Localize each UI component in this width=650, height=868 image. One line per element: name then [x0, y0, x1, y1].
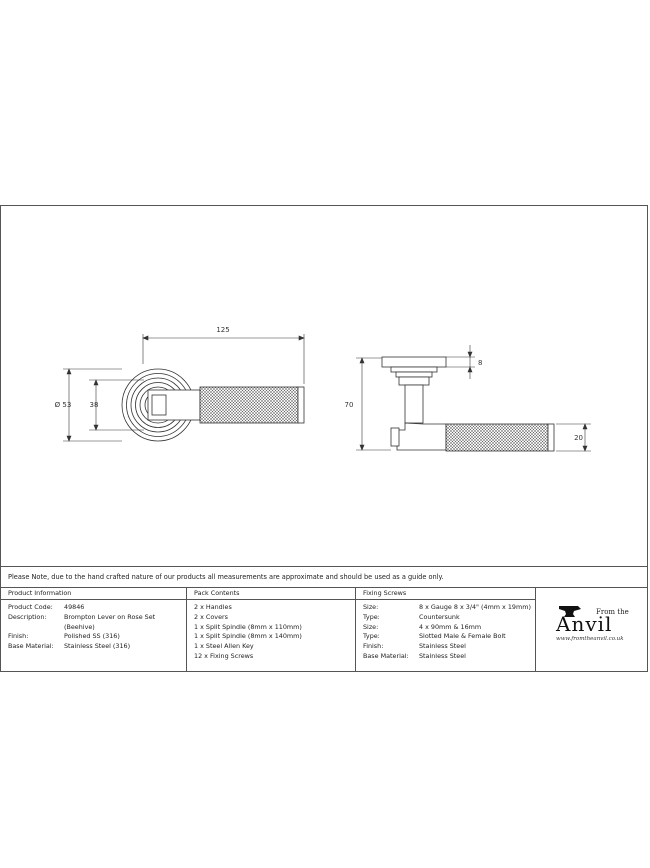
pack-item: 2 x Covers	[194, 612, 228, 621]
dimension-rose-diameter: Ø 53	[54, 401, 72, 409]
info-row: Finish: Polished SS (316)	[8, 632, 120, 641]
screw-row: Size: 8 x Gauge 8 x 3/4" (4mm x 19mm)	[363, 603, 531, 611]
product-information-section	[1, 588, 187, 671]
info-row: Product Code: 49846	[8, 603, 85, 611]
screw-row: Finish: Stainless Steel	[363, 642, 466, 651]
front-view	[122, 369, 304, 441]
pack-item: 12 x Fixing Screws	[194, 651, 254, 660]
dimension-projection: 70	[344, 401, 354, 409]
pack-item: 2 x Handles	[194, 603, 232, 611]
section-header: Product Information	[1, 588, 186, 600]
info-row: (Beehive)	[64, 622, 95, 631]
section-header: Pack Contents	[187, 588, 355, 600]
dimension-lever-diameter: 20	[574, 434, 583, 442]
pack-item: 1 x Split Spindle (8mm x 110mm)	[194, 622, 302, 631]
dimension-length: 125	[216, 326, 230, 334]
dimension-rose-depth: 8	[478, 359, 483, 367]
lever-end-cap	[298, 387, 304, 423]
info-row: Description: Brompton Lever on Rose Set	[8, 612, 156, 621]
lever-stop	[391, 428, 399, 446]
dimension-inner-diameter: 38	[89, 401, 99, 409]
logo-brand: Anvil	[556, 612, 613, 636]
rose-plate	[382, 357, 446, 367]
logo-from-the: From the	[596, 608, 629, 616]
drawing-area	[1, 206, 647, 566]
technical-drawing-sheet	[0, 205, 648, 672]
lever-elbow	[397, 423, 446, 450]
screw-row: Type: Slotted Male & Female Bolt	[363, 632, 506, 641]
lever-knurled-grip	[200, 387, 298, 423]
screw-row: Base Material: Stainless Steel	[363, 651, 466, 660]
screw-row: Type: Countersunk	[363, 612, 460, 621]
lever-neck	[405, 385, 423, 423]
fixing-screws-section	[356, 588, 536, 671]
brand-logo	[536, 588, 647, 671]
pack-item: 1 x Split Spindle (8mm x 140mm)	[194, 632, 302, 641]
specification-table	[1, 588, 647, 673]
disclaimer-note: Please Note, due to the hand crafted nature of our products all measurements are approximate and should be used as a guide only.	[1, 566, 647, 588]
pack-item: 1 x Steel Allen Key	[194, 642, 254, 651]
side-end-cap	[548, 424, 554, 451]
section-header: Fixing Screws	[356, 588, 535, 600]
info-row: Base Material: Stainless Steel (316)	[8, 642, 131, 651]
pack-contents-section	[187, 588, 356, 671]
side-view	[382, 357, 554, 451]
logo-url: www.fromtheanvil.co.uk	[556, 636, 624, 642]
screw-row: Size: 4 x 90mm & 16mm	[363, 622, 482, 631]
side-knurled-grip	[446, 424, 548, 451]
